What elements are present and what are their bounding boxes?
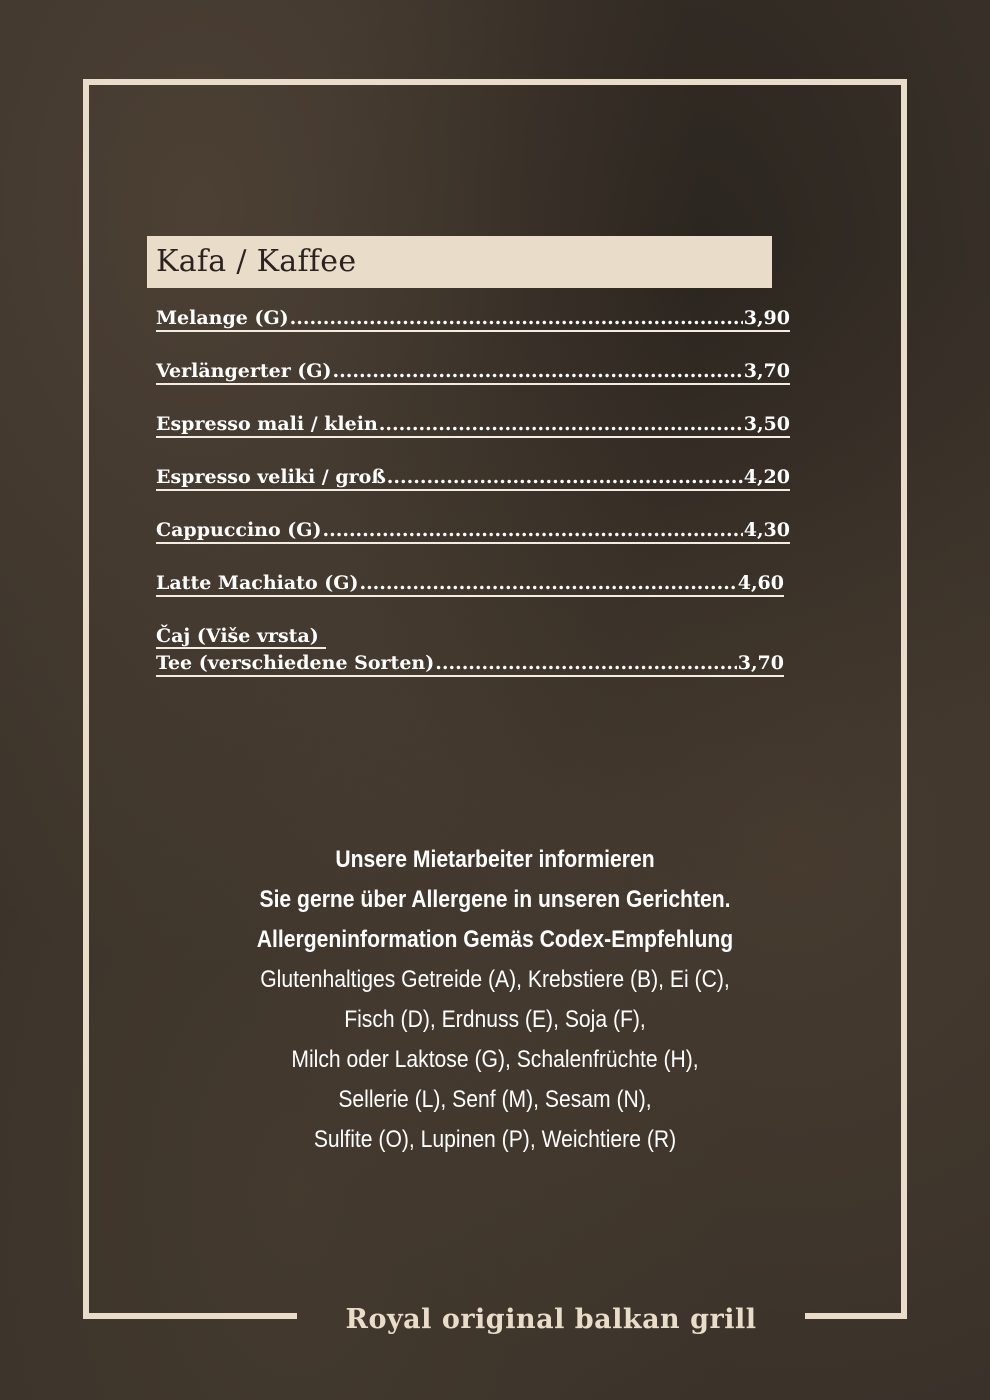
menu-item-name: Tee (verschiedene Sorten) xyxy=(156,652,435,674)
menu-item-price: 4,60 xyxy=(737,572,784,594)
allergen-info xyxy=(0,840,990,1160)
menu-item-name: Cappuccino (G) xyxy=(156,519,322,541)
menu-item-leader-dots xyxy=(290,307,743,329)
menu-item xyxy=(156,466,790,491)
menu-item-price: 3,90 xyxy=(743,307,790,329)
menu-item-leader-dots xyxy=(359,572,736,594)
menu-item-name: Verlängerter (G) xyxy=(156,360,332,382)
menu-item-leader-dots xyxy=(322,519,742,541)
section-header xyxy=(147,236,772,288)
menu-item-tea xyxy=(156,652,784,677)
menu-item-price: 3,70 xyxy=(743,360,790,382)
menu-item-leader-dots xyxy=(333,360,743,382)
allergen-list-line: Glutenhaltiges Getreide (A), Krebstiere (B), Ei (C), xyxy=(260,966,730,993)
tea-name-line1: Čaj (Više vrsta) xyxy=(156,625,326,649)
menu-item-leader-dots xyxy=(379,413,743,435)
menu-item-leader-dots xyxy=(387,466,743,488)
allergen-list-line: Milch oder Laktose (G), Schalenfrüchte (H), xyxy=(291,1046,699,1073)
section-title: Kafa / Kaffee xyxy=(156,244,357,279)
frame-border-bottom-left xyxy=(83,1313,297,1319)
menu-item-name: Espresso veliki / groß xyxy=(156,466,386,488)
restaurant-name: Royal original balkan grill xyxy=(345,1304,757,1335)
menu-item-price: 3,50 xyxy=(743,413,790,435)
allergen-list-line: Sulfite (O), Lupinen (P), Weichtiere (R) xyxy=(313,1126,677,1153)
menu-item-price: 4,30 xyxy=(743,519,790,541)
menu-item-price: 4,20 xyxy=(743,466,790,488)
menu-item-name: Espresso mali / klein xyxy=(156,413,378,435)
menu-item xyxy=(156,360,790,385)
allergen-heading-line: Allergeninformation Gemäs Codex-Empfehlung xyxy=(256,926,734,953)
allergen-heading-line: Sie gerne über Allergene in unseren Gerichten. xyxy=(259,886,731,913)
menu-item xyxy=(156,413,790,438)
menu-item xyxy=(156,572,784,597)
menu-item-leader-dots xyxy=(435,652,736,674)
menu-item xyxy=(156,519,790,544)
allergen-list-line: Sellerie (L), Senf (M), Sesam (N), xyxy=(338,1086,652,1113)
allergen-heading-line: Unsere Mietarbeiter informieren xyxy=(335,846,655,873)
frame-border-top xyxy=(83,79,907,85)
frame-border-bottom-right xyxy=(805,1313,907,1319)
allergen-list-line: Fisch (D), Erdnuss (E), Soja (F), xyxy=(344,1006,646,1033)
menu-item-name: Latte Machiato (G) xyxy=(156,572,359,594)
menu-item xyxy=(156,307,790,332)
menu-item-name: Melange (G) xyxy=(156,307,289,329)
menu-item-price: 3,70 xyxy=(737,652,784,674)
